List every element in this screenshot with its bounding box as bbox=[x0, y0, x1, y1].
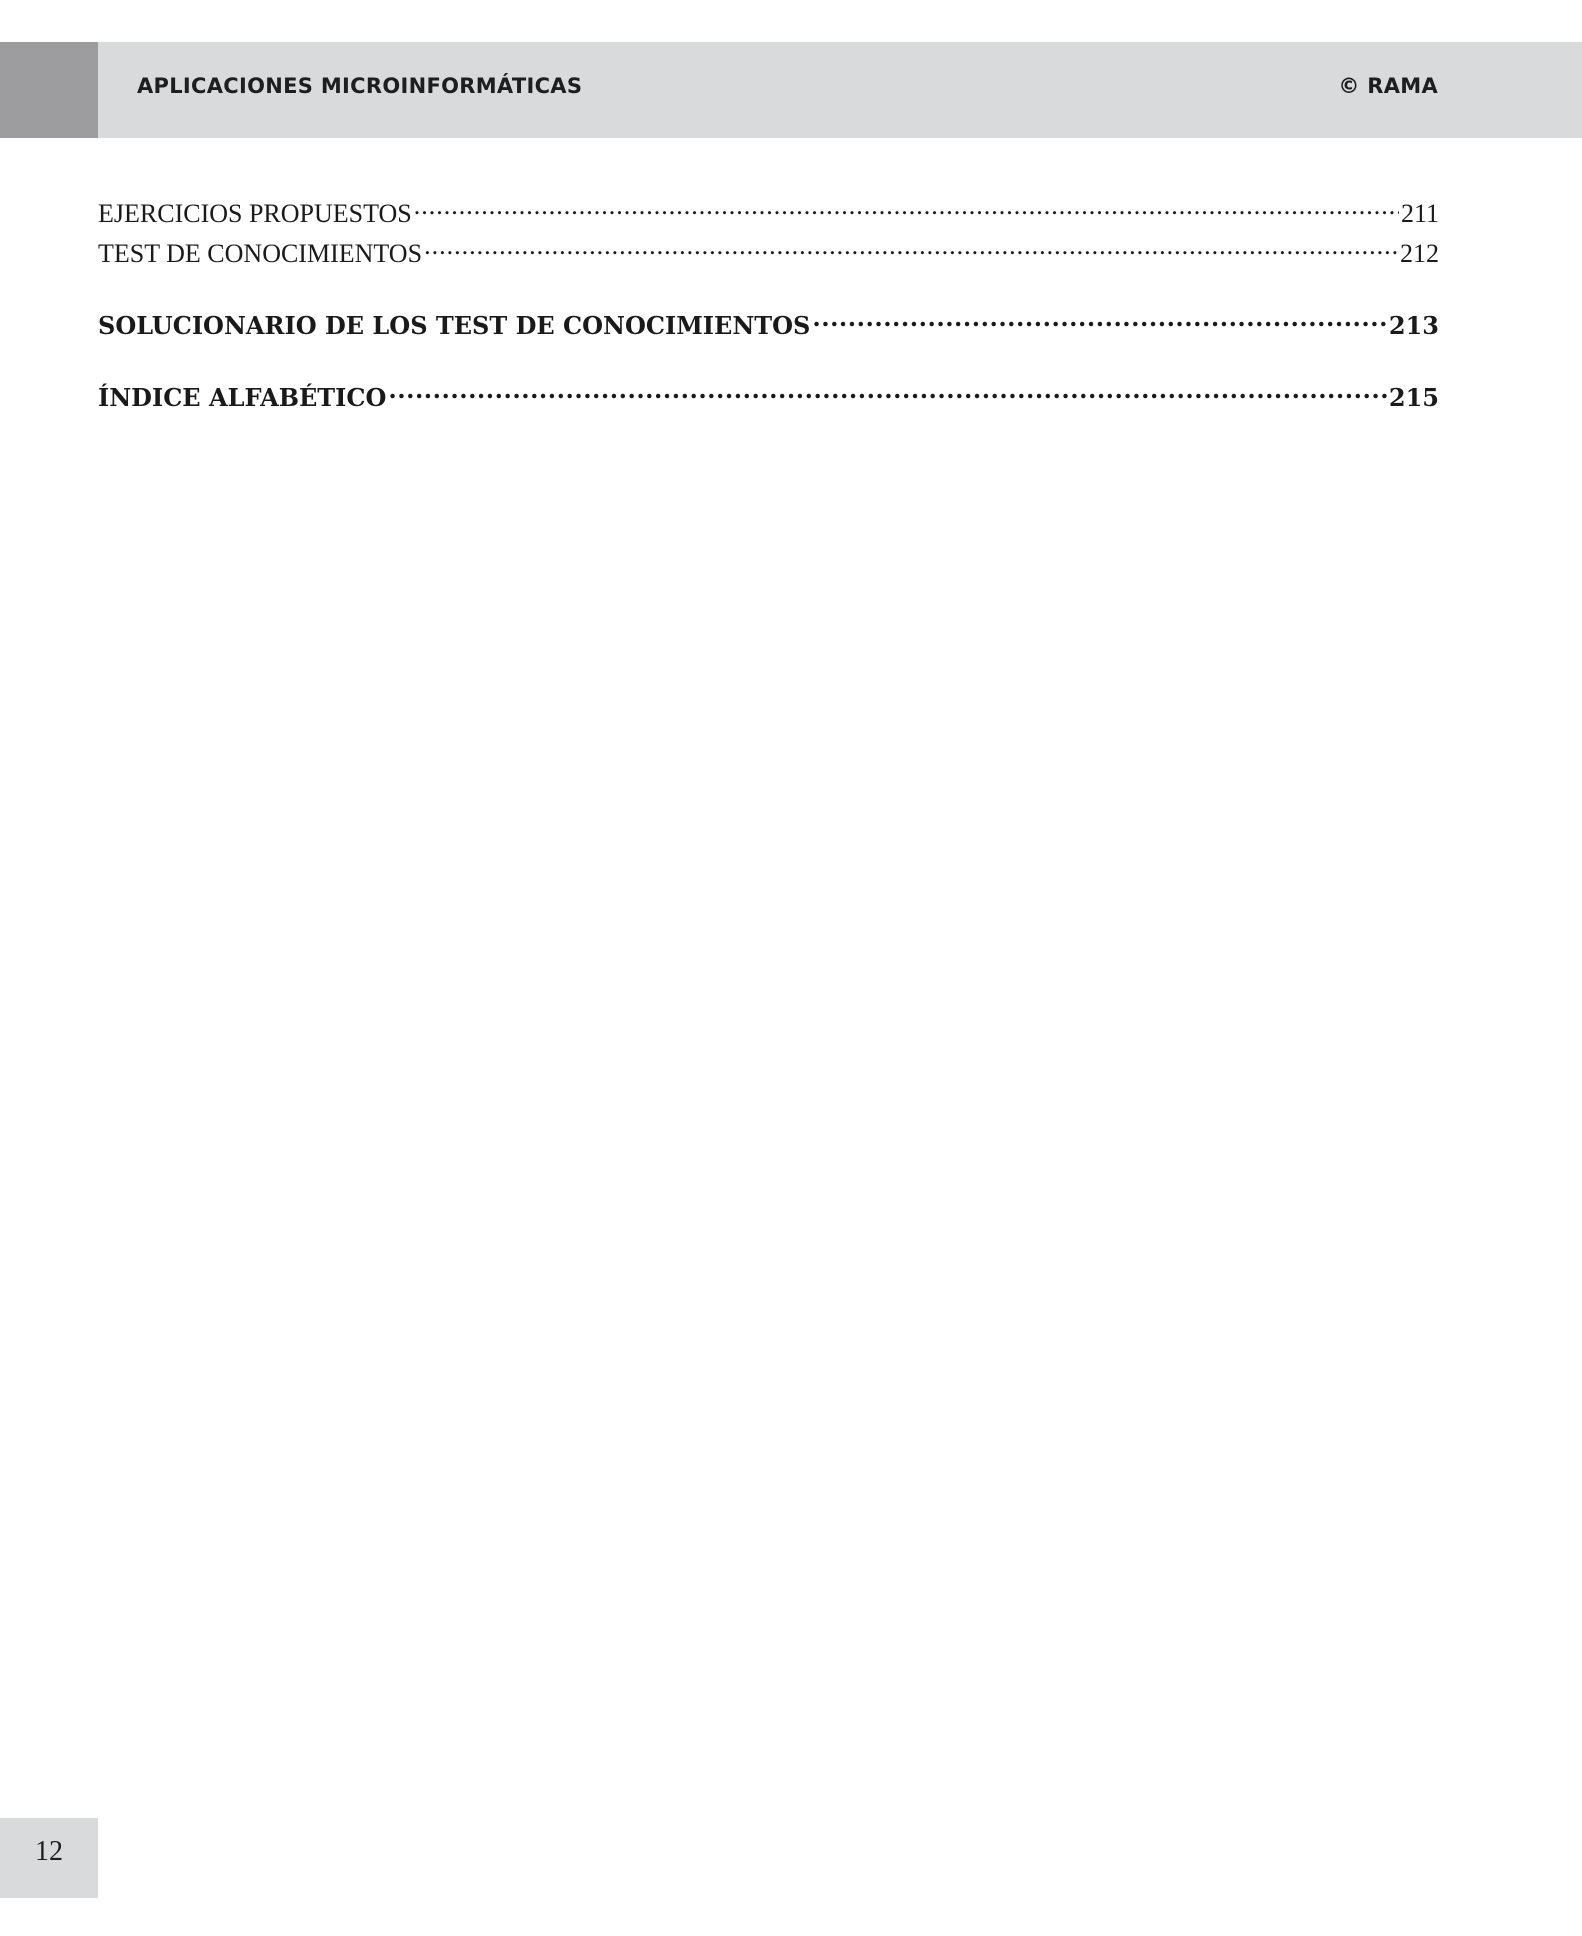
toc-leader-dots bbox=[388, 382, 1387, 406]
running-header-publisher: © RAMA bbox=[1338, 74, 1438, 98]
toc-spacer bbox=[98, 346, 1439, 378]
toc-leader-dots bbox=[414, 196, 1399, 222]
table-of-contents bbox=[98, 194, 1439, 418]
header-tab bbox=[0, 42, 98, 138]
toc-leader-dots bbox=[424, 236, 1398, 262]
toc-entry-page: 211 bbox=[1400, 199, 1439, 228]
toc-entry-page: 215 bbox=[1388, 383, 1439, 412]
toc-spacer bbox=[98, 274, 1439, 306]
toc-entry-indice-alfabetico[interactable] bbox=[98, 378, 1439, 418]
toc-entry-ejercicios-propuestos[interactable] bbox=[98, 194, 1439, 234]
toc-entry-test-de-conocimientos[interactable] bbox=[98, 234, 1439, 274]
page-number: 12 bbox=[35, 1836, 63, 1867]
toc-entry-solucionario[interactable] bbox=[98, 306, 1439, 346]
toc-entry-page: 212 bbox=[1400, 239, 1439, 268]
toc-entry-label: EJERCICIOS PROPUESTOS bbox=[98, 199, 412, 228]
toc-leader-dots bbox=[812, 310, 1387, 334]
toc-entry-label: ÍNDICE ALFABÉTICO bbox=[98, 383, 387, 412]
toc-entry-label: SOLUCIONARIO DE LOS TEST DE CONOCIMIENTOS bbox=[98, 311, 811, 340]
toc-entry-page: 213 bbox=[1388, 311, 1439, 340]
running-header-title: APLICACIONES MICROINFORMÁTICAS bbox=[137, 74, 583, 98]
toc-entry-label: TEST DE CONOCIMIENTOS bbox=[98, 239, 423, 268]
